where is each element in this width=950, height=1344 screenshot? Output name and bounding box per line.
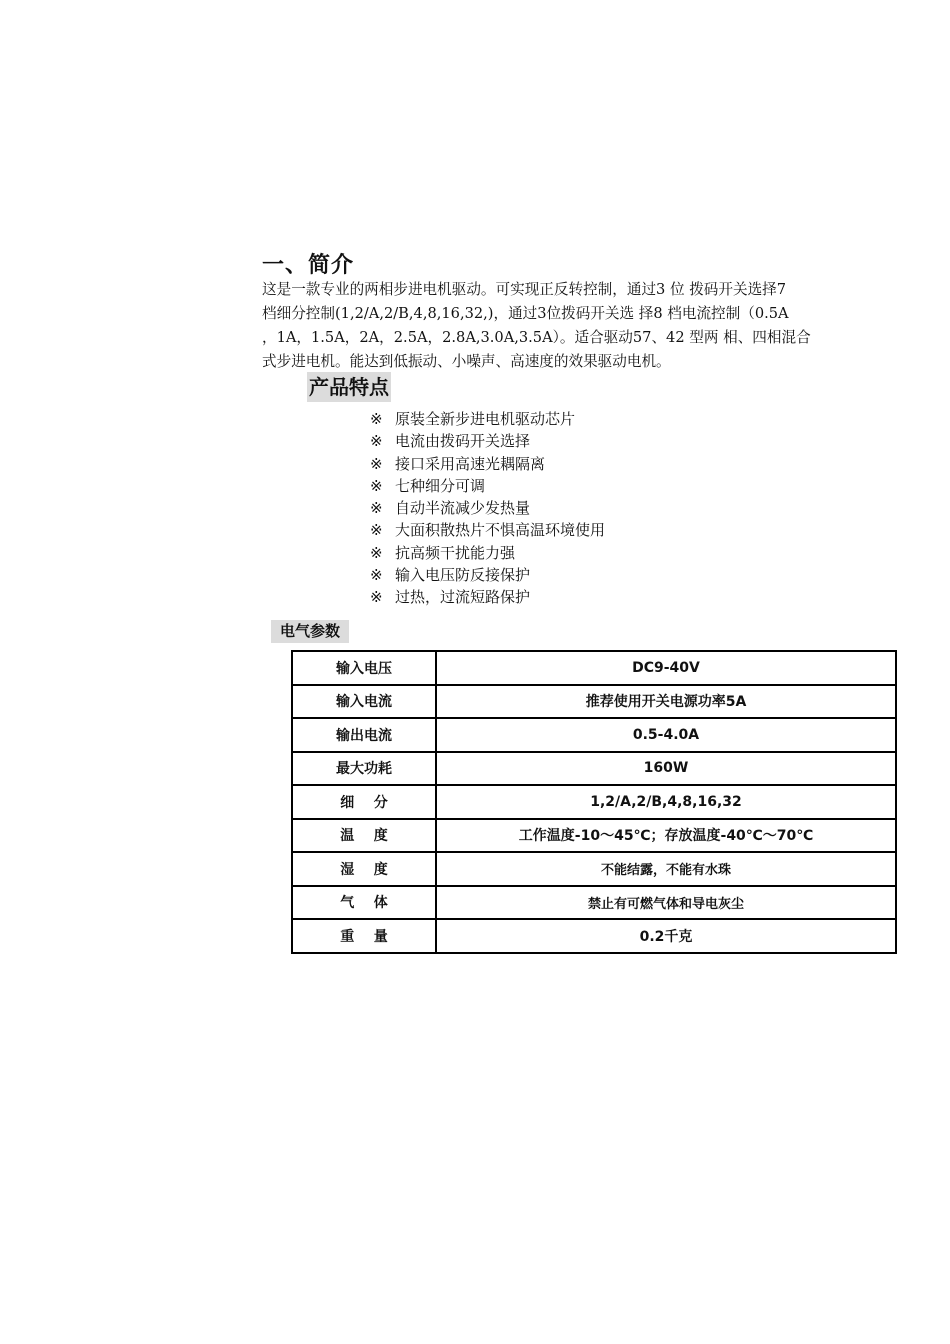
param-value: 禁止有可燃气体和导电灰尘 [436, 886, 896, 920]
param-value: 推荐使用开关电源功率5A [436, 685, 896, 719]
feature-item [370, 453, 605, 475]
feature-item [370, 586, 605, 608]
intro-paragraph [262, 278, 872, 374]
param-value: 0.2千克 [436, 919, 896, 953]
table-row [292, 651, 896, 685]
param-label: 输入电流 [292, 685, 436, 719]
param-label: 输出电流 [292, 718, 436, 752]
reference-mark-icon: ※ [370, 566, 383, 585]
feature-item [370, 497, 605, 519]
param-value: DC9-40V [436, 651, 896, 685]
feature-item [370, 542, 605, 564]
param-label: 细 分 [292, 785, 436, 819]
feature-text: 自动半流减少发热量 [395, 499, 531, 518]
section-title-intro: 一、简介 [262, 253, 355, 278]
feature-text: 输入电压防反接保护 [395, 566, 531, 585]
feature-text: 抗高频干扰能力强 [395, 543, 516, 562]
table-row [292, 886, 896, 920]
reference-mark-icon: ※ [370, 432, 383, 451]
reference-mark-icon: ※ [370, 454, 383, 473]
feature-text: 大面积散热片不惧高温环境使用 [395, 521, 606, 540]
table-row [292, 852, 896, 886]
param-label: 最大功耗 [292, 752, 436, 786]
table-row [292, 685, 896, 719]
reference-mark-icon: ※ [370, 543, 383, 562]
feature-item [370, 430, 605, 452]
intro-line: 档细分控制(1,2/A,2/B,4,8,16,32,)，通过3位拨码开关选 择8 档电流控制（0.5A [262, 305, 789, 322]
feature-item [370, 519, 605, 541]
param-label: 湿 度 [292, 852, 436, 886]
feature-text: 过热，过流短路保护 [395, 588, 531, 607]
table-row [292, 919, 896, 953]
intro-line: 这是一款专业的两相步进电机驱动。可实现正反转控制，通过3 位 拨码开关选择7 [262, 281, 787, 298]
feature-item [370, 408, 605, 430]
table-row [292, 718, 896, 752]
reference-mark-icon: ※ [370, 476, 383, 495]
feature-text: 七种细分可调 [395, 476, 486, 495]
params-heading: 电气参数 [271, 620, 349, 643]
param-value: 1,2/A,2/B,4,8,16,32 [436, 785, 896, 819]
param-label: 气 体 [292, 886, 436, 920]
features-heading: 产品特点 [307, 372, 391, 402]
table-row [292, 819, 896, 853]
table-row [292, 785, 896, 819]
features-list [370, 408, 605, 609]
table-row [292, 752, 896, 786]
param-label: 输入电压 [292, 651, 436, 685]
param-value: 160W [436, 752, 896, 786]
intro-line: 式步进电机。能达到低振动、小噪声、高速度的效果驱动电机。 [262, 353, 671, 370]
reference-mark-icon: ※ [370, 588, 383, 607]
reference-mark-icon: ※ [370, 499, 383, 518]
param-label: 温 度 [292, 819, 436, 853]
param-value: 不能结露，不能有水珠 [436, 852, 896, 886]
feature-text: 电流由拨码开关选择 [395, 432, 531, 451]
param-value: 工作温度-10～45℃；存放温度-40℃～70℃ [436, 819, 896, 853]
param-label: 重 量 [292, 919, 436, 953]
reference-mark-icon: ※ [370, 521, 383, 540]
reference-mark-icon: ※ [370, 410, 383, 428]
param-value: 0.5-4.0A [436, 718, 896, 752]
intro-line: ，1A，1.5A，2A，2.5A，2.8A,3.0A,3.5A）。适合驱动57、42 型两 相、四相混合 [262, 329, 811, 346]
feature-item [370, 564, 605, 586]
feature-text: 原装全新步进电机驱动芯片 [395, 410, 576, 428]
feature-text: 接口采用高速光耦隔离 [395, 454, 546, 473]
feature-item [370, 475, 605, 497]
params-table [291, 650, 897, 954]
